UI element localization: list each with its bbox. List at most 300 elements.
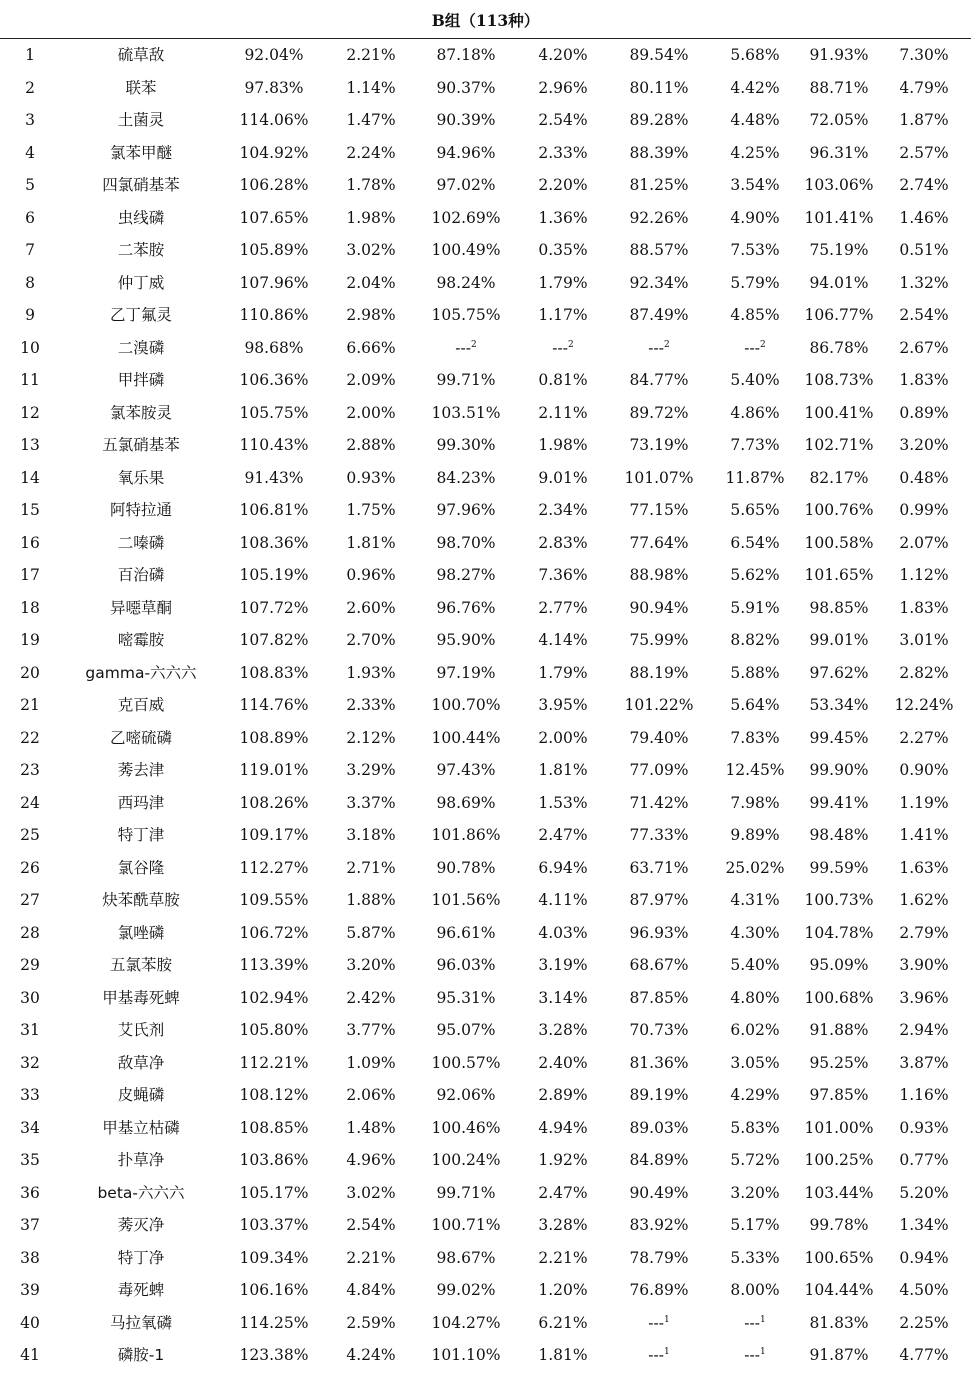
value-5: 89.19% xyxy=(629,1086,689,1104)
value-7: 100.73% xyxy=(804,891,874,909)
value-4: 4.03% xyxy=(538,923,588,942)
value-7: 100.58% xyxy=(804,533,874,552)
value-2: 2.60% xyxy=(346,598,396,617)
value-6: 5.33% xyxy=(730,1248,780,1267)
value-7: 102.71% xyxy=(804,436,874,454)
table-row xyxy=(0,1047,971,1080)
value-6-cell xyxy=(714,1177,796,1210)
value-5-cell xyxy=(610,949,708,982)
value-5-cell xyxy=(610,559,708,592)
value-5: 87.85% xyxy=(629,988,689,1007)
value-2-cell xyxy=(330,332,412,365)
compound-name-cell xyxy=(80,1339,202,1372)
value-5: 84.77% xyxy=(629,371,689,389)
value-4-cell xyxy=(522,624,604,657)
value-7-cell xyxy=(790,1144,888,1177)
value-3-cell xyxy=(418,397,514,430)
value-4: 3.19% xyxy=(538,956,588,974)
value-5: 87.49% xyxy=(629,306,689,324)
value-1: 119.01% xyxy=(239,761,309,779)
value-1-cell xyxy=(225,787,323,820)
value-3: 99.71% xyxy=(436,1183,496,1202)
value-5: 88.98% xyxy=(629,566,689,584)
value-4: 3.28% xyxy=(538,1216,588,1234)
table-row xyxy=(0,169,971,202)
table-row xyxy=(0,689,971,722)
value-1-cell xyxy=(225,332,323,365)
value-3-cell xyxy=(418,267,514,300)
value-3: 98.67% xyxy=(436,1248,496,1267)
value-7: 100.65% xyxy=(804,1248,874,1267)
value-4: 2.00% xyxy=(538,728,588,747)
value-6-cell xyxy=(714,332,796,365)
value-4: 2.54% xyxy=(538,111,588,129)
value-2: 1.78% xyxy=(346,176,396,194)
compound-name: 二溴磷 xyxy=(117,338,165,357)
value-4: 2.34% xyxy=(538,501,588,519)
value-6-cell xyxy=(714,1274,796,1307)
row-number: 12 xyxy=(20,403,40,422)
value-1-cell xyxy=(225,722,323,755)
value-3-cell xyxy=(418,819,514,852)
value-1-cell xyxy=(225,852,323,885)
value-7-cell xyxy=(790,1014,888,1047)
value-7-cell xyxy=(790,397,888,430)
value-7-cell xyxy=(790,949,888,982)
value-3: 96.76% xyxy=(436,598,496,617)
compound-name-cell xyxy=(80,234,202,267)
compound-name-cell xyxy=(80,689,202,722)
compound-name-cell xyxy=(80,1209,202,1242)
value-5-cell xyxy=(610,39,708,72)
value-1: 105.17% xyxy=(239,1183,309,1202)
value-2: 3.18% xyxy=(346,826,396,844)
value-6: 4.42% xyxy=(730,78,780,97)
row-number-cell xyxy=(10,917,50,950)
value-8-cell xyxy=(882,1274,966,1307)
value-3: 90.39% xyxy=(436,111,496,129)
value-2-cell xyxy=(330,1144,412,1177)
compound-name-cell xyxy=(80,1274,202,1307)
value-3: 97.19% xyxy=(436,663,496,682)
value-6-cell xyxy=(714,917,796,950)
value-8-cell xyxy=(882,884,966,917)
compound-name-cell xyxy=(80,852,202,885)
value-6: 9.89% xyxy=(730,826,780,844)
value-3: 101.86% xyxy=(431,826,501,844)
value-1-cell xyxy=(225,202,323,235)
value-7: 106.77% xyxy=(804,306,874,324)
value-3: 100.46% xyxy=(431,1118,501,1137)
value-6: 5.62% xyxy=(730,566,780,584)
value-7-cell xyxy=(790,1274,888,1307)
value-2-cell xyxy=(330,1307,412,1340)
value-1-cell xyxy=(225,494,323,527)
compound-name-cell xyxy=(80,397,202,430)
value-5: 73.19% xyxy=(629,436,689,454)
value-3: 87.18% xyxy=(436,46,496,64)
value-5-cell xyxy=(610,1144,708,1177)
value-2: 1.88% xyxy=(346,891,396,909)
value-4: 3.28% xyxy=(538,1021,588,1039)
row-number: 17 xyxy=(20,566,40,584)
value-8: 1.34% xyxy=(899,1216,949,1234)
table-row xyxy=(0,1209,971,1242)
value-7-cell xyxy=(790,104,888,137)
value-2-cell xyxy=(330,429,412,462)
value-5: 77.15% xyxy=(629,501,689,519)
value-4: 1.79% xyxy=(538,663,588,682)
value-2: 4.84% xyxy=(346,1281,396,1299)
value-1: 108.83% xyxy=(239,663,309,682)
row-number-cell xyxy=(10,104,50,137)
value-7: 99.78% xyxy=(809,1216,869,1234)
table-row xyxy=(0,657,971,690)
value-8: 4.77% xyxy=(899,1346,949,1364)
row-number: 28 xyxy=(20,923,40,942)
row-number: 41 xyxy=(20,1346,40,1364)
value-4-cell xyxy=(522,1047,604,1080)
value-8: 0.94% xyxy=(899,1248,949,1267)
value-4: 1.92% xyxy=(538,1151,588,1169)
value-3: 90.78% xyxy=(436,858,496,877)
value-1-cell xyxy=(225,137,323,170)
value-7: 98.48% xyxy=(809,826,869,844)
compound-name: 四氯硝基苯 xyxy=(102,176,180,194)
row-number: 34 xyxy=(20,1118,40,1137)
value-8-cell xyxy=(882,852,966,885)
value-2: 2.12% xyxy=(346,728,396,747)
value-3-cell xyxy=(418,689,514,722)
value-6: 5.17% xyxy=(730,1216,780,1234)
value-7: 100.41% xyxy=(804,403,874,422)
value-2-cell xyxy=(330,722,412,755)
value-6: 5.68% xyxy=(730,46,780,64)
value-5: 81.36% xyxy=(629,1053,689,1072)
value-3-cell xyxy=(418,364,514,397)
value-6: 6.02% xyxy=(730,1021,780,1039)
value-5-cell xyxy=(610,592,708,625)
value-5-cell xyxy=(610,917,708,950)
value-2: 0.93% xyxy=(346,468,396,487)
value-1-cell xyxy=(225,364,323,397)
value-3-cell xyxy=(418,1274,514,1307)
table-row xyxy=(0,267,971,300)
value-4-cell xyxy=(522,1209,604,1242)
value-2: 1.75% xyxy=(346,501,396,519)
table-row xyxy=(0,852,971,885)
value-3-cell xyxy=(418,657,514,690)
value-6: 8.82% xyxy=(730,631,780,649)
value-8: 0.77% xyxy=(899,1151,949,1169)
row-number-cell xyxy=(10,592,50,625)
value-2-cell xyxy=(330,982,412,1015)
value-5-cell xyxy=(610,234,708,267)
value-7: 103.44% xyxy=(804,1183,874,1202)
value-7-cell xyxy=(790,234,888,267)
compound-name: 氧乐果 xyxy=(117,468,165,487)
value-3-cell xyxy=(418,332,514,365)
value-6: 25.02% xyxy=(725,858,785,877)
value-3: 94.96% xyxy=(436,143,496,162)
value-1-cell xyxy=(225,1307,323,1340)
value-7: 95.09% xyxy=(809,956,869,974)
row-number-cell xyxy=(10,364,50,397)
value-2: 2.33% xyxy=(346,696,396,714)
value-5-cell xyxy=(610,202,708,235)
value-6: 5.88% xyxy=(730,663,780,682)
value-8-cell xyxy=(882,1242,966,1275)
value-1: 105.75% xyxy=(239,403,309,422)
row-number: 10 xyxy=(20,338,40,357)
value-3-cell xyxy=(418,527,514,560)
row-number: 36 xyxy=(20,1183,40,1202)
value-4-cell xyxy=(522,169,604,202)
row-number-cell xyxy=(10,39,50,72)
value-2-cell xyxy=(330,364,412,397)
compound-name: 莠灭净 xyxy=(117,1216,165,1234)
value-2-cell xyxy=(330,1274,412,1307)
row-number: 1 xyxy=(25,46,35,64)
row-number-cell xyxy=(10,267,50,300)
value-4-cell xyxy=(522,1112,604,1145)
value-1-cell xyxy=(225,982,323,1015)
compound-name: 异噁草酮 xyxy=(109,598,172,617)
value-4-cell xyxy=(522,1339,604,1372)
value-1-cell xyxy=(225,397,323,430)
value-3-cell xyxy=(418,1079,514,1112)
value-6-cell xyxy=(714,39,796,72)
value-6: 7.73% xyxy=(730,436,780,454)
value-3: 104.27% xyxy=(431,1313,501,1332)
value-3: 101.10% xyxy=(431,1346,501,1364)
value-5: 92.34% xyxy=(629,273,689,292)
value-7-cell xyxy=(790,754,888,787)
value-3-cell xyxy=(418,202,514,235)
row-number: 23 xyxy=(20,761,40,779)
value-6-cell xyxy=(714,754,796,787)
value-5-cell xyxy=(610,689,708,722)
value-6: 11.87% xyxy=(725,468,785,487)
value-2: 1.09% xyxy=(346,1053,396,1072)
value-4-cell xyxy=(522,754,604,787)
compound-name-cell xyxy=(80,1014,202,1047)
value-3-cell xyxy=(418,494,514,527)
value-1: 108.26% xyxy=(239,793,309,812)
table-row xyxy=(0,1242,971,1275)
value-4: 1.17% xyxy=(538,306,588,324)
value-5: --- xyxy=(648,1346,664,1364)
value-6-cell xyxy=(714,202,796,235)
value-1-cell xyxy=(225,234,323,267)
value-6: --- xyxy=(744,1313,760,1332)
compound-name: 西玛津 xyxy=(117,793,165,812)
value-3: 100.44% xyxy=(431,728,501,747)
value-6: 7.98% xyxy=(730,793,780,812)
value-2-cell xyxy=(330,1209,412,1242)
value-8: 3.01% xyxy=(899,631,949,649)
value-6: 4.25% xyxy=(730,143,780,162)
value-8-cell xyxy=(882,169,966,202)
value-1: 114.25% xyxy=(239,1313,309,1332)
value-7-cell xyxy=(790,364,888,397)
value-2-cell xyxy=(330,234,412,267)
table-row xyxy=(0,754,971,787)
value-5-cell xyxy=(610,299,708,332)
value-6: 5.64% xyxy=(730,696,780,714)
value-4: 6.94% xyxy=(538,858,588,877)
value-6: --- xyxy=(744,338,760,357)
value-6-cell xyxy=(714,364,796,397)
value-5: 70.73% xyxy=(629,1021,689,1039)
value-1-cell xyxy=(225,884,323,917)
value-4-cell xyxy=(522,332,604,365)
row-number-cell xyxy=(10,494,50,527)
value-2-cell xyxy=(330,202,412,235)
compound-name: gamma-六六六 xyxy=(85,663,197,682)
value-4-cell xyxy=(522,39,604,72)
value-4: 2.40% xyxy=(538,1053,588,1072)
compound-name: 仲丁威 xyxy=(117,273,165,292)
value-8: 2.07% xyxy=(899,533,949,552)
value-2-cell xyxy=(330,1079,412,1112)
row-number-cell xyxy=(10,1307,50,1340)
value-1-cell xyxy=(225,72,323,105)
compound-name: 五氯硝基苯 xyxy=(102,436,180,454)
compound-name-cell xyxy=(80,624,202,657)
table-row xyxy=(0,1274,971,1307)
value-7: 91.88% xyxy=(809,1021,869,1039)
value-7: 91.93% xyxy=(809,46,869,64)
value-4: 3.95% xyxy=(538,696,588,714)
value-3: 99.30% xyxy=(436,436,496,454)
value-4-cell xyxy=(522,949,604,982)
value-2: 2.70% xyxy=(346,631,396,649)
value-1-cell xyxy=(225,689,323,722)
value-3-cell xyxy=(418,104,514,137)
row-number-cell xyxy=(10,234,50,267)
value-6-cell xyxy=(714,1307,796,1340)
value-8-cell xyxy=(882,299,966,332)
value-5: 79.40% xyxy=(629,728,689,747)
value-1: 106.81% xyxy=(239,501,309,519)
value-4: 2.47% xyxy=(538,1183,588,1202)
value-4: 3.14% xyxy=(538,988,588,1007)
value-5-cell xyxy=(610,364,708,397)
value-2: 4.96% xyxy=(346,1151,396,1169)
footnote-marker: 2 xyxy=(470,339,477,350)
value-1: 110.86% xyxy=(239,306,309,324)
row-number: 26 xyxy=(20,858,40,877)
value-6-cell xyxy=(714,1209,796,1242)
row-number-cell xyxy=(10,1112,50,1145)
value-7-cell xyxy=(790,787,888,820)
compound-name: 二苯胺 xyxy=(117,241,165,259)
value-6-cell xyxy=(714,689,796,722)
value-4: 0.81% xyxy=(538,371,588,389)
table-row xyxy=(0,527,971,560)
value-4-cell xyxy=(522,1079,604,1112)
value-5-cell xyxy=(610,624,708,657)
value-6-cell xyxy=(714,852,796,885)
row-number: 19 xyxy=(20,631,40,649)
row-number: 11 xyxy=(20,371,40,389)
value-8-cell xyxy=(882,982,966,1015)
value-8: 0.93% xyxy=(899,1118,949,1137)
value-7: 96.31% xyxy=(809,143,869,162)
footnote-marker: 2 xyxy=(759,339,766,350)
value-2: 1.93% xyxy=(346,663,396,682)
row-number-cell xyxy=(10,819,50,852)
value-2-cell xyxy=(330,72,412,105)
value-2-cell xyxy=(330,267,412,300)
value-1: 106.28% xyxy=(239,176,309,194)
row-number: 31 xyxy=(20,1021,40,1039)
value-4-cell xyxy=(522,1014,604,1047)
value-3-cell xyxy=(418,884,514,917)
value-2: 1.98% xyxy=(346,208,396,227)
compound-name-cell xyxy=(80,787,202,820)
row-number: 16 xyxy=(20,533,40,552)
value-3-cell xyxy=(418,624,514,657)
footnote-marker: 1 xyxy=(759,1314,766,1325)
row-number: 30 xyxy=(20,988,40,1007)
value-5: --- xyxy=(648,1313,664,1332)
value-4-cell xyxy=(522,722,604,755)
value-3-cell xyxy=(418,852,514,885)
value-8: 3.87% xyxy=(899,1053,949,1072)
value-1-cell xyxy=(225,1014,323,1047)
value-6: 5.91% xyxy=(730,598,780,617)
value-7: 94.01% xyxy=(809,273,869,292)
value-5-cell xyxy=(610,787,708,820)
value-5: 68.67% xyxy=(629,956,689,974)
row-number: 20 xyxy=(20,663,40,682)
value-5: 90.94% xyxy=(629,598,689,617)
compound-name: beta-六六六 xyxy=(97,1183,185,1202)
value-8-cell xyxy=(882,1014,966,1047)
value-4-cell xyxy=(522,267,604,300)
value-7: 86.78% xyxy=(809,338,869,357)
value-1: 107.65% xyxy=(239,208,309,227)
value-4: 1.98% xyxy=(538,436,588,454)
row-number: 21 xyxy=(20,696,40,714)
value-3-cell xyxy=(418,234,514,267)
value-6: 4.31% xyxy=(730,891,780,909)
row-number: 13 xyxy=(20,436,40,454)
value-2-cell xyxy=(330,852,412,885)
value-6-cell xyxy=(714,1339,796,1372)
table-row xyxy=(0,137,971,170)
value-3-cell xyxy=(418,559,514,592)
value-5-cell xyxy=(610,819,708,852)
compound-name: 甲拌磷 xyxy=(117,371,165,389)
value-2-cell xyxy=(330,1177,412,1210)
value-8: 0.89% xyxy=(899,403,949,422)
value-4-cell xyxy=(522,1177,604,1210)
value-4-cell xyxy=(522,104,604,137)
compound-name-cell xyxy=(80,494,202,527)
value-2: 2.42% xyxy=(346,988,396,1007)
value-1-cell xyxy=(225,559,323,592)
compound-name-cell xyxy=(80,169,202,202)
value-4-cell xyxy=(522,592,604,625)
compound-name: 磷胺-1 xyxy=(117,1346,165,1364)
value-5: 89.54% xyxy=(629,46,689,64)
value-1: 98.68% xyxy=(244,338,304,357)
value-4-cell xyxy=(522,1307,604,1340)
value-1-cell xyxy=(225,592,323,625)
